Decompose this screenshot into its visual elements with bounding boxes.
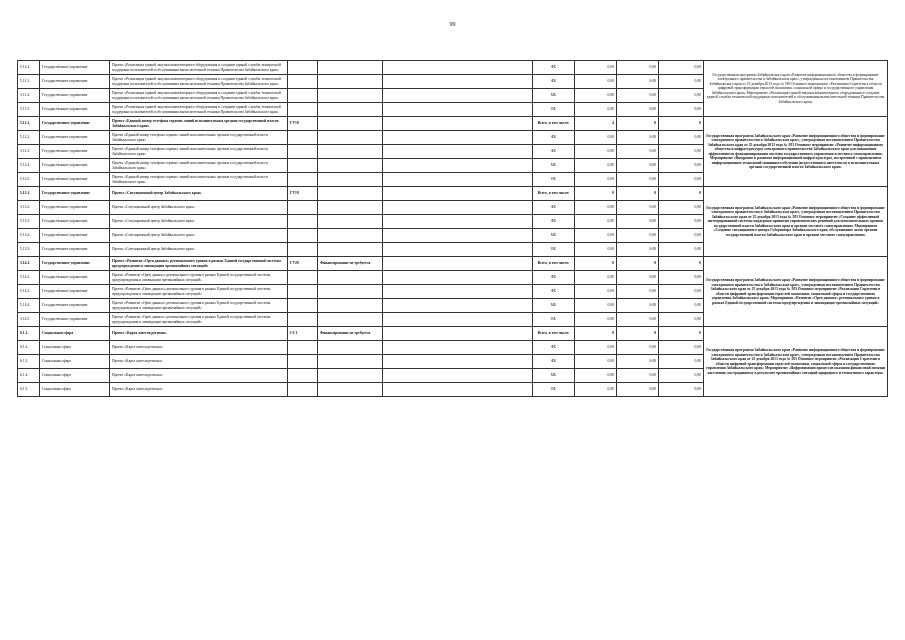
row-funding-source: ФБ — [533, 61, 575, 75]
row-value-1: 0,00 — [575, 89, 617, 103]
row-sector: Государственное управление — [40, 117, 110, 131]
row-value-2: 0,00 — [617, 75, 659, 89]
row-funding-source: Всего, в том числе: — [533, 187, 575, 201]
row-value-1: 0 — [575, 257, 617, 271]
row-funding-source: ФБ — [533, 355, 575, 369]
row-funding-source: МБ — [533, 299, 575, 313]
row-value-3: 0 — [659, 117, 704, 131]
row-value-3: 0,00 — [659, 243, 704, 257]
row-funding-source: ФБ — [533, 145, 575, 159]
row-funding-source: МБ — [533, 159, 575, 173]
row-value-3: 0,00 — [659, 369, 704, 383]
row-description: Проект «Реализация единой закупки компьютерного оборудования и создание единой службы технической поддержки пользователей и обслуживания вычислительной техники Правительства Забайкальского края» — [110, 75, 288, 89]
row-value-3: 0,00 — [659, 285, 704, 299]
row-code: 5.14.2. — [18, 271, 40, 285]
row-funding-note — [318, 173, 383, 187]
row-value-2: 0,00 — [617, 215, 659, 229]
row-indicator — [288, 285, 318, 299]
row-indicator — [288, 271, 318, 285]
row-code: 5.13.3. — [18, 215, 40, 229]
row-funding-note — [318, 215, 383, 229]
row-value-2: 0 — [617, 327, 659, 341]
row-empty-cell — [383, 145, 533, 159]
row-funding-note — [318, 341, 383, 355]
row-value-1: 0,00 — [575, 313, 617, 327]
row-sector: Государственное управление — [40, 131, 110, 145]
row-funding-note — [318, 61, 383, 75]
row-funding-note — [318, 313, 383, 327]
row-empty-cell — [383, 229, 533, 243]
row-value-3: 0 — [659, 257, 704, 271]
row-funding-note — [318, 243, 383, 257]
row-empty-cell — [383, 299, 533, 313]
row-sector: Государственное управление — [40, 159, 110, 173]
row-sector: Государственное управление — [40, 187, 110, 201]
row-indicator — [288, 131, 318, 145]
row-code: 5.14.5. — [18, 313, 40, 327]
row-value-1: 0,00 — [575, 285, 617, 299]
row-funding-note — [318, 201, 383, 215]
row-code: 5.12.4. — [18, 159, 40, 173]
program-reference-note: Государственная программа Забайкальского края «Развитие информационного общества и формирование электронного правительства в Забайкальском крае», утвержденная постановлением Правительства Забайкальского края от 25 декабря 2013 года № 583 Основное мероприятие «Реализация Стратегии в области цифровой трансформации отраслей экономики, социальной сферы и государственного управления Забайкальского края» Мероприятие «Развитие «Open данных» регионального уровня в рамках Единой государственной системы предупреждения и ликвидации чрезвычайных ситуаций» — [704, 257, 888, 327]
row-value-2: 0 — [617, 257, 659, 271]
row-sector: Государственное управление — [40, 89, 110, 103]
row-value-2: 0,00 — [617, 201, 659, 215]
program-reference-note: Государственная программа Забайкальского края «Развитие информационного общества и формирование электронного правительства в Забайкальском крае», утвержденная постановлением Правительства Забайкальского края от 25 декабря 2013 года № 583 Основное мероприятие «Реализация Стратегии в области цифровой трансформации отраслей экономики, социальной сферы и государственного управления Забайкальского края» Мероприятие «Реализация единой закупки компьютерного оборудования и создание единой службы технической поддержки пользователей и обслуживания вычислительной техники Правительства Забайкальского края» — [704, 61, 888, 117]
row-sector: Государственное управление — [40, 257, 110, 271]
row-value-3: 0,00 — [659, 215, 704, 229]
table-body — [18, 61, 888, 397]
row-description: Проект «Единый номер телефона горячих линий исполнительных органов государственной власти Забайкальского края» — [110, 159, 288, 173]
table-row — [18, 117, 888, 131]
row-sector: Социальная сфера — [40, 369, 110, 383]
row-description: Проект «Карта жителя региона» — [110, 327, 288, 341]
row-description: Проект «Карта жителя региона» — [110, 341, 288, 355]
row-sector: Государственное управление — [40, 313, 110, 327]
row-description: Проект «Карта жителя региона» — [110, 383, 288, 397]
row-sector: Государственное управление — [40, 103, 110, 117]
row-sector: Государственное управление — [40, 215, 110, 229]
row-funding-source: Всего, в том числе: — [533, 257, 575, 271]
row-empty-cell — [383, 355, 533, 369]
row-value-2: 0,00 — [617, 145, 659, 159]
row-description: Проект «Единый номер телефона горячих линий исполнительных органов государственной власти Забайкальского края» — [110, 131, 288, 145]
row-empty-cell — [383, 313, 533, 327]
row-description: Проект «Ситуационный центр Забайкальского края» — [110, 201, 288, 215]
row-value-1: 0,00 — [575, 369, 617, 383]
row-code: 5.13.2. — [18, 201, 40, 215]
row-value-2: 0,00 — [617, 355, 659, 369]
row-indicator — [288, 313, 318, 327]
row-indicator — [288, 145, 318, 159]
row-code: 5.12.1. — [18, 117, 40, 131]
table-row — [18, 61, 888, 75]
row-value-3: 0,00 — [659, 75, 704, 89]
row-code: 5.12.5. — [18, 173, 40, 187]
row-value-3: 0,00 — [659, 313, 704, 327]
row-funding-source: МБ — [533, 89, 575, 103]
row-funding-note: Финансирование не требуется — [318, 257, 383, 271]
row-funding-source: ФБ — [533, 341, 575, 355]
row-code: 5.11.4. — [18, 89, 40, 103]
row-empty-cell — [383, 243, 533, 257]
row-value-3: 0,00 — [659, 61, 704, 75]
program-reference-note: Государственная программа Забайкальского края «Развитие информационного общества и формирование электронного правительства в Забайкальском крае», утвержденная постановлением Правительства Забайкальского края от 25 декабря 2013 года № 583 Основное мероприятие «Развитие информационного общества и инфраструктуры электронного правительства Забайкальского края для повышения эффективности функционирования системы государственного управления и местного самоуправления» Мероприятие «Внедрение и развитие информационной инфраструктуры, построенной с применением информационных технологий машинного обучения (искусственного интеллекта) в исполнительных органах государственной власти Забайкальского края» — [704, 117, 888, 187]
row-funding-note — [318, 383, 383, 397]
row-funding-source: МБ — [533, 229, 575, 243]
row-value-1: 0,00 — [575, 243, 617, 257]
row-sector: Государственное управление — [40, 243, 110, 257]
row-value-2: 0,00 — [617, 383, 659, 397]
row-funding-note — [318, 89, 383, 103]
row-value-3: 0,00 — [659, 341, 704, 355]
row-empty-cell — [383, 103, 533, 117]
table-row — [18, 327, 888, 341]
row-code: 5.12.2. — [18, 131, 40, 145]
row-description: Проект «Развитие «Open данных» регионального уровня в рамках Единой государственной системы предупреждения и ликвидации чрезвычайных ситуаций» — [110, 285, 288, 299]
row-value-2: 0,00 — [617, 285, 659, 299]
row-sector: Государственное управление — [40, 229, 110, 243]
row-value-3: 0,00 — [659, 145, 704, 159]
row-code: 5.12.3. — [18, 145, 40, 159]
row-empty-cell — [383, 173, 533, 187]
row-empty-cell — [383, 75, 533, 89]
row-value-2: 0,00 — [617, 103, 659, 117]
row-sector: Социальная сфера — [40, 355, 110, 369]
row-code: 5.11.5. — [18, 103, 40, 117]
row-empty-cell — [383, 89, 533, 103]
row-code: 6.1.4. — [18, 369, 40, 383]
row-indicator — [288, 299, 318, 313]
row-indicator — [288, 341, 318, 355]
row-sector: Государственное управление — [40, 145, 110, 159]
row-funding-note — [318, 131, 383, 145]
row-funding-note — [318, 299, 383, 313]
row-code: 5.13.4. — [18, 229, 40, 243]
row-value-3: 0,00 — [659, 271, 704, 285]
row-description: Проект «Реализация единой закупки компьютерного оборудования и создание единой службы технической поддержки пользователей и обслуживания вычислительной техники Правительства Забайкальского края» — [110, 89, 288, 103]
row-value-1: 0,00 — [575, 201, 617, 215]
row-value-1: 0,00 — [575, 271, 617, 285]
row-indicator — [288, 173, 318, 187]
row-sector: Социальная сфера — [40, 327, 110, 341]
row-sector: Государственное управление — [40, 61, 110, 75]
row-value-1: 0,00 — [575, 341, 617, 355]
row-description: Проект «Развитие «Open данных» регионального уровня в рамках Единой государственной системы предупреждения и ликвидации чрезвычайных ситуаций» — [110, 313, 288, 327]
row-funding-source: ФБ — [533, 131, 575, 145]
page-number: 99 — [449, 22, 456, 28]
row-value-2: 0 — [617, 187, 659, 201]
row-funding-source: ВБ — [533, 313, 575, 327]
row-funding-source: ФБ — [533, 215, 575, 229]
row-sector: Государственное управление — [40, 271, 110, 285]
table-row — [18, 257, 888, 271]
row-value-3: 0,00 — [659, 89, 704, 103]
row-value-3: 0 — [659, 187, 704, 201]
row-indicator — [288, 355, 318, 369]
row-value-2: 0,00 — [617, 341, 659, 355]
row-funding-source: ФБ — [533, 75, 575, 89]
row-funding-source: ФБ — [533, 201, 575, 215]
row-empty-cell — [383, 159, 533, 173]
row-description: Проект «Реализация единой закупки компьютерного оборудования и создание единой службы технической поддержки пользователей и обслуживания вычислительной техники Правительства Забайкальского края» — [110, 61, 288, 75]
row-funding-source: ФБ — [533, 271, 575, 285]
row-value-1: 0,00 — [575, 61, 617, 75]
table-row — [18, 187, 888, 201]
row-empty-cell — [383, 117, 533, 131]
row-description: Проект «Ситуационный центр Забайкальского края» — [110, 229, 288, 243]
row-value-1: 0,00 — [575, 383, 617, 397]
row-value-2: 0,00 — [617, 89, 659, 103]
row-funding-note — [318, 271, 383, 285]
row-description: Проект «Единый номер телефона горячих линий исполнительных органов государственной власти Забайкальского края» — [110, 173, 288, 187]
row-code: 5.14.1. — [18, 257, 40, 271]
row-code: 5.14.4. — [18, 299, 40, 313]
row-indicator — [288, 61, 318, 75]
row-value-1: 0 — [575, 327, 617, 341]
row-value-1: 0,00 — [575, 215, 617, 229]
row-value-1: 0,00 — [575, 159, 617, 173]
row-funding-note: Финансирование не требуется — [318, 327, 383, 341]
row-description: Проект «Карта жителя региона» — [110, 369, 288, 383]
row-indicator — [288, 89, 318, 103]
row-value-1: 0,00 — [575, 173, 617, 187]
row-funding-note — [318, 369, 383, 383]
row-code: 6.1.1. — [18, 327, 40, 341]
row-funding-source: Всего, в том числе: — [533, 327, 575, 341]
row-description: Проект «Развитие «Open данных» регионального уровня в рамках Единой государственной системы предупреждения и ликвидации чрезвычайных ситуаций» — [110, 257, 288, 271]
row-funding-source: ВБ — [533, 103, 575, 117]
row-description: Проект «Карта жителя региона» — [110, 355, 288, 369]
row-value-3: 0,00 — [659, 103, 704, 117]
row-description: Проект «Ситуационный центр Забайкальского края» — [110, 187, 288, 201]
row-empty-cell — [383, 257, 533, 271]
row-sector: Социальная сфера — [40, 383, 110, 397]
row-empty-cell — [383, 201, 533, 215]
row-value-3: 0,00 — [659, 173, 704, 187]
row-value-1: 4 — [575, 117, 617, 131]
program-reference-note: Государственная программа Забайкальского края «Развитие информационного общества и формирование электронного правительства в Забайкальском крае», утвержденная постановлением Правительства Забайкальского края от 25 декабря 2013 года № 583 Основное мероприятие «Создание эффективной интегрированной системы поддержки принятия управленческих решений для исполнительных органов государственной власти Забайкальского края и органов местного самоуправления» Мероприятие «Создание ситуационного центра Губернатора Забайкальского края, обслуживание залов органов государственной власти Забайкальского края и органов местного самоуправления» — [704, 187, 888, 257]
row-funding-source: ВБ — [533, 383, 575, 397]
row-indicator — [288, 201, 318, 215]
row-indicator — [288, 243, 318, 257]
row-description: Проект «Ситуационный центр Забайкальского края» — [110, 215, 288, 229]
row-indicator — [288, 75, 318, 89]
row-empty-cell — [383, 285, 533, 299]
row-empty-cell — [383, 215, 533, 229]
row-funding-source: ВБ — [533, 173, 575, 187]
row-indicator — [288, 229, 318, 243]
row-empty-cell — [383, 61, 533, 75]
row-funding-source: Всего, в том числе: — [533, 117, 575, 131]
row-indicator: СС1 — [288, 327, 318, 341]
row-description: Проект «Развитие «Open данных» регионального уровня в рамках Единой государственной системы предупреждения и ликвидации чрезвычайных ситуаций» — [110, 299, 288, 313]
row-value-2: 0,00 — [617, 271, 659, 285]
row-value-2: 0 — [617, 117, 659, 131]
row-code: 5.11.3. — [18, 75, 40, 89]
row-code: 5.14.3. — [18, 285, 40, 299]
row-value-3: 0,00 — [659, 229, 704, 243]
row-sector: Государственное управление — [40, 201, 110, 215]
row-value-1: 0,00 — [575, 145, 617, 159]
row-value-1: 0,00 — [575, 229, 617, 243]
row-sector: Государственное управление — [40, 75, 110, 89]
row-value-2: 0,00 — [617, 313, 659, 327]
row-empty-cell — [383, 341, 533, 355]
row-value-2: 0,00 — [617, 173, 659, 187]
row-value-2: 0,00 — [617, 299, 659, 313]
row-value-2: 0,00 — [617, 159, 659, 173]
row-value-1: 0,00 — [575, 75, 617, 89]
row-empty-cell — [383, 187, 533, 201]
row-value-2: 0,00 — [617, 61, 659, 75]
row-description: Проект «Единый номер телефона горячих линий исполнительных органов государственной власти Забайкальского края» — [110, 117, 288, 131]
row-sector: Государственное управление — [40, 173, 110, 187]
row-funding-note — [318, 229, 383, 243]
row-value-2: 0,00 — [617, 369, 659, 383]
row-indicator — [288, 103, 318, 117]
row-empty-cell — [383, 327, 533, 341]
row-value-2: 0,00 — [617, 229, 659, 243]
program-table — [17, 60, 888, 397]
row-indicator — [288, 369, 318, 383]
row-value-2: 0,00 — [617, 131, 659, 145]
row-description: Проект «Реализация единой закупки компьютерного оборудования и создание единой службы технической поддержки пользователей и обслуживания вычислительной техники Правительства Забайкальского края» — [110, 103, 288, 117]
row-value-1: 0,00 — [575, 131, 617, 145]
row-funding-note — [318, 75, 383, 89]
row-description: Проект «Развитие «Open данных» регионального уровня в рамках Единой государственной системы предупреждения и ликвидации чрезвычайных ситуаций» — [110, 271, 288, 285]
row-funding-source: ВБ — [533, 243, 575, 257]
row-code: 5.13.5. — [18, 243, 40, 257]
row-sector: Социальная сфера — [40, 341, 110, 355]
row-code: 5.13.1. — [18, 187, 40, 201]
row-value-1: 0 — [575, 187, 617, 201]
row-code: 6.1.5. — [18, 383, 40, 397]
row-empty-cell — [383, 383, 533, 397]
row-value-1: 0,00 — [575, 103, 617, 117]
row-value-3: 0,00 — [659, 355, 704, 369]
row-description: Проект «Единый номер телефона горячих линий исполнительных органов государственной власти Забайкальского края» — [110, 145, 288, 159]
program-reference-note: Государственная программа Забайкальского края «Развитие информационного общества и формирование электронного правительства в Забайкальском крае», утвержденная постановлением Правительства Забайкальского края от 25 декабря 2013 года № 583 Основное мероприятие «Реализация Стратегии в области цифровой трансформации отраслей экономики, социальной сферы и государственного управления Забайкальского края» Мероприятие «Цифровизация процессов оказания финансовой помощи населению, пострадавшему в результате чрезвычайных ситуаций природного и техногенного характера» — [704, 327, 888, 397]
row-funding-note — [318, 145, 383, 159]
row-funding-source: МБ — [533, 369, 575, 383]
row-code: 5.12.2. — [18, 61, 40, 75]
row-empty-cell — [383, 131, 533, 145]
row-value-3: 0,00 — [659, 201, 704, 215]
row-funding-source: ФБ — [533, 285, 575, 299]
row-indicator: ГУ20 — [288, 257, 318, 271]
row-indicator — [288, 215, 318, 229]
row-indicator: ГУ18 — [288, 117, 318, 131]
row-empty-cell — [383, 271, 533, 285]
row-value-2: 0,00 — [617, 243, 659, 257]
row-value-1: 0,00 — [575, 355, 617, 369]
row-funding-note — [318, 355, 383, 369]
row-funding-note — [318, 187, 383, 201]
row-funding-note — [318, 117, 383, 131]
row-indicator — [288, 383, 318, 397]
row-indicator — [288, 159, 318, 173]
row-value-3: 0,00 — [659, 383, 704, 397]
row-code: 6.1.2. — [18, 341, 40, 355]
row-funding-note — [318, 103, 383, 117]
row-sector: Государственное управление — [40, 285, 110, 299]
row-empty-cell — [383, 369, 533, 383]
row-value-3: 0,00 — [659, 159, 704, 173]
row-code: 6.1.3. — [18, 355, 40, 369]
row-value-1: 0,00 — [575, 299, 617, 313]
row-value-3: 0,00 — [659, 131, 704, 145]
row-funding-note — [318, 285, 383, 299]
row-funding-note — [318, 159, 383, 173]
row-sector: Государственное управление — [40, 299, 110, 313]
row-description: Проект «Ситуационный центр Забайкальского края» — [110, 243, 288, 257]
row-indicator: ГУ19 — [288, 187, 318, 201]
row-value-3: 0,00 — [659, 299, 704, 313]
row-value-3: 0 — [659, 327, 704, 341]
